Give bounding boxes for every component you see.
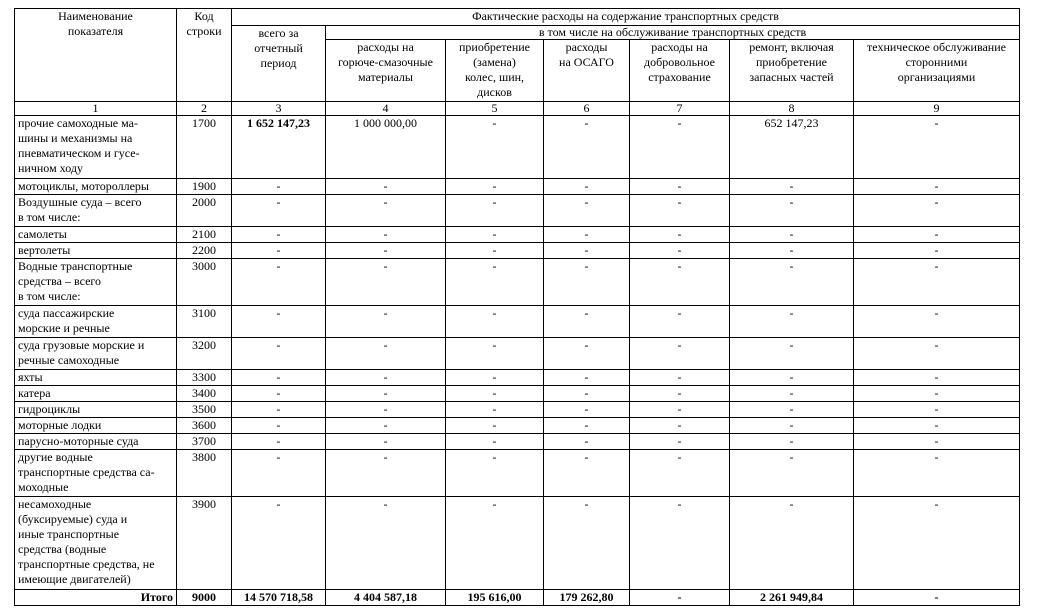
row-name: самолеты [15, 227, 177, 243]
row-total-value: - [232, 227, 326, 243]
row-wheels-value: - [446, 434, 544, 450]
row-code: 2200 [177, 243, 232, 259]
total-row [15, 590, 1020, 606]
total-repair-value: 2 261 949,84 [730, 590, 854, 606]
row-voluntary-value: - [630, 450, 730, 497]
row-osago-value: - [544, 195, 630, 227]
row-osago-value: - [544, 227, 630, 243]
row-fuel-value: - [326, 386, 446, 402]
row-total-value: - [232, 434, 326, 450]
row-maintenance-value: - [854, 195, 1020, 227]
row-voluntary-value: - [630, 338, 730, 370]
row-repair-value: - [730, 402, 854, 418]
header-wheels-text: приобретение (замена) колес, шин, дисков [458, 40, 530, 99]
row-wheels-value: - [446, 243, 544, 259]
table-row [15, 450, 1020, 497]
row-wheels-value: - [446, 386, 544, 402]
row-maintenance-value: - [854, 227, 1020, 243]
row-name: парусно-моторные суда [15, 434, 177, 450]
col-number: 8 [730, 102, 854, 116]
row-fuel-value: - [326, 497, 446, 590]
row-maintenance-value: - [854, 338, 1020, 370]
row-voluntary-value: - [630, 386, 730, 402]
row-fuel-value: - [326, 418, 446, 434]
table-row [15, 195, 1020, 227]
row-code: 3800 [177, 450, 232, 497]
row-wheels-value: - [446, 450, 544, 497]
row-repair-value: 652 147,23 [730, 116, 854, 179]
row-voluntary-value: - [630, 418, 730, 434]
column-numbers-row [15, 102, 1020, 116]
row-fuel-value: - [326, 259, 446, 306]
col-number: 6 [544, 102, 630, 116]
row-voluntary-value: - [630, 243, 730, 259]
header-repair-text: ремонт, включая приобретение запасных частей [749, 40, 834, 84]
header-osago-text: расходы на ОСАГО [559, 40, 614, 69]
row-osago-value: - [544, 418, 630, 434]
row-code: 3600 [177, 418, 232, 434]
row-code: 3700 [177, 434, 232, 450]
row-fuel-value: - [326, 402, 446, 418]
row-wheels-value: - [446, 418, 544, 434]
total-fuel-value: 4 404 587,18 [326, 590, 446, 606]
row-repair-value: - [730, 259, 854, 306]
row-maintenance-value: - [854, 370, 1020, 386]
row-voluntary-value: - [630, 370, 730, 386]
row-repair-value: - [730, 195, 854, 227]
header-voluntary-text: расходы на добровольное страхование [644, 40, 715, 84]
row-code: 3900 [177, 497, 232, 590]
total-voluntary-value: - [630, 590, 730, 606]
header-total-period-text: всего за отчетный период [254, 26, 303, 70]
row-voluntary-value: - [630, 402, 730, 418]
row-wheels-value: - [446, 259, 544, 306]
table-row [15, 227, 1020, 243]
row-wheels-value: - [446, 195, 544, 227]
row-repair-value: - [730, 386, 854, 402]
table-row [15, 497, 1020, 590]
header-total-period [232, 26, 326, 102]
col-number: 7 [630, 102, 730, 116]
col-number: 5 [446, 102, 544, 116]
row-code: 3000 [177, 259, 232, 306]
row-total-value: - [232, 243, 326, 259]
col-number: 2 [177, 102, 232, 116]
row-wheels-value: - [446, 370, 544, 386]
row-code: 1900 [177, 179, 232, 195]
table-row [15, 402, 1020, 418]
table-row [15, 243, 1020, 259]
row-voluntary-value: - [630, 497, 730, 590]
table-row [15, 418, 1020, 434]
row-osago-value: - [544, 338, 630, 370]
row-repair-value: - [730, 227, 854, 243]
row-total-value: - [232, 370, 326, 386]
header-osago [544, 40, 630, 102]
row-name: яхты [15, 370, 177, 386]
row-repair-value: - [730, 370, 854, 386]
total-wheels-value: 195 616,00 [446, 590, 544, 606]
header-including: в том числе на обслуживание транспортных средств [326, 26, 1020, 40]
col-number: 9 [854, 102, 1020, 116]
row-osago-value: - [544, 370, 630, 386]
row-total-value: - [232, 179, 326, 195]
header-wheels [446, 40, 544, 102]
row-maintenance-value: - [854, 434, 1020, 450]
table-row [15, 386, 1020, 402]
row-total-value: - [232, 306, 326, 338]
header-code-text: Код строки [186, 9, 222, 38]
row-wheels-value: - [446, 338, 544, 370]
row-voluntary-value: - [630, 227, 730, 243]
row-total-value: - [232, 338, 326, 370]
row-osago-value: - [544, 450, 630, 497]
row-repair-value: - [730, 179, 854, 195]
row-wheels-value: - [446, 402, 544, 418]
table-row [15, 434, 1020, 450]
row-voluntary-value: - [630, 434, 730, 450]
row-total-value: - [232, 418, 326, 434]
row-fuel-value: - [326, 450, 446, 497]
row-wheels-value: - [446, 179, 544, 195]
row-osago-value: - [544, 116, 630, 179]
row-code: 3500 [177, 402, 232, 418]
row-name: гидроциклы [15, 402, 177, 418]
row-osago-value: - [544, 179, 630, 195]
row-maintenance-value: - [854, 386, 1020, 402]
row-maintenance-value: - [854, 259, 1020, 306]
row-total-value: - [232, 402, 326, 418]
header-fuel-text: расходы на горюче-смазочные материалы [338, 40, 433, 84]
row-wheels-value: - [446, 116, 544, 179]
row-name: мотоциклы, мотороллеры [15, 179, 177, 195]
row-osago-value: - [544, 402, 630, 418]
row-osago-value: - [544, 497, 630, 590]
row-maintenance-value: - [854, 179, 1020, 195]
row-repair-value: - [730, 497, 854, 590]
table-row [15, 179, 1020, 195]
row-name: суда грузовые морские и речные самоходные [15, 338, 177, 370]
table-row [15, 259, 1020, 306]
row-osago-value: - [544, 434, 630, 450]
row-total-value: 1 652 147,23 [232, 116, 326, 179]
row-repair-value: - [730, 243, 854, 259]
row-voluntary-value: - [630, 306, 730, 338]
row-maintenance-value: - [854, 306, 1020, 338]
header-name-text: Наименование показателя [58, 9, 133, 38]
row-name: несамоходные (буксируемые) суда и иные транспортные средства (водные транспортные средства, не имеющие двигателей) [15, 497, 177, 590]
row-fuel-value: - [326, 306, 446, 338]
header-voluntary [630, 40, 730, 102]
col-number: 4 [326, 102, 446, 116]
row-maintenance-value: - [854, 243, 1020, 259]
row-name: Воздушные суда – всего в том числе: [15, 195, 177, 227]
header-maintenance [854, 40, 1020, 102]
row-maintenance-value: - [854, 450, 1020, 497]
row-voluntary-value: - [630, 259, 730, 306]
row-fuel-value: - [326, 338, 446, 370]
row-voluntary-value: - [630, 116, 730, 179]
row-name: другие водные транспортные средства са- моходные [15, 450, 177, 497]
row-code: 3200 [177, 338, 232, 370]
total-maintenance-value: - [854, 590, 1020, 606]
row-voluntary-value: - [630, 179, 730, 195]
row-code: 1700 [177, 116, 232, 179]
col-number: 1 [15, 102, 177, 116]
row-name: суда пассажирские морские и речные [15, 306, 177, 338]
row-fuel-value: - [326, 227, 446, 243]
row-total-value: - [232, 386, 326, 402]
row-maintenance-value: - [854, 418, 1020, 434]
col-number: 3 [232, 102, 326, 116]
header-code [177, 9, 232, 102]
row-name: вертолеты [15, 243, 177, 259]
row-fuel-value: - [326, 434, 446, 450]
table-row [15, 370, 1020, 386]
row-wheels-value: - [446, 306, 544, 338]
total-osago-value: 179 262,80 [544, 590, 630, 606]
row-maintenance-value: - [854, 497, 1020, 590]
total-code: 9000 [177, 590, 232, 606]
total-period-value: 14 570 718,58 [232, 590, 326, 606]
table-row [15, 306, 1020, 338]
row-total-value: - [232, 450, 326, 497]
row-osago-value: - [544, 306, 630, 338]
row-osago-value: - [544, 386, 630, 402]
row-repair-value: - [730, 418, 854, 434]
header-fuel [326, 40, 446, 102]
row-name: катера [15, 386, 177, 402]
header-actual-expenses: Фактические расходы на содержание транспортных средств [232, 9, 1020, 26]
row-total-value: - [232, 497, 326, 590]
header-repair [730, 40, 854, 102]
row-repair-value: - [730, 434, 854, 450]
row-code: 3100 [177, 306, 232, 338]
row-maintenance-value: - [854, 116, 1020, 179]
row-total-value: - [232, 259, 326, 306]
row-wheels-value: - [446, 227, 544, 243]
row-osago-value: - [544, 243, 630, 259]
table-body [15, 116, 1020, 590]
row-fuel-value: - [326, 179, 446, 195]
row-repair-value: - [730, 450, 854, 497]
row-total-value: - [232, 195, 326, 227]
row-repair-value: - [730, 338, 854, 370]
row-fuel-value: - [326, 195, 446, 227]
row-repair-value: - [730, 306, 854, 338]
header-maintenance-text: техническое обслуживание сторонними организациями [867, 40, 1006, 84]
row-voluntary-value: - [630, 195, 730, 227]
row-wheels-value: - [446, 497, 544, 590]
header-name [15, 9, 177, 102]
row-code: 2000 [177, 195, 232, 227]
row-code: 3400 [177, 386, 232, 402]
row-fuel-value: - [326, 370, 446, 386]
row-maintenance-value: - [854, 402, 1020, 418]
row-name: прочие самоходные ма- шины и механизмы на пневматическом и гусе- ничном ходу [15, 116, 177, 179]
row-osago-value: - [544, 259, 630, 306]
table-header [15, 9, 1020, 116]
row-fuel-value: 1 000 000,00 [326, 116, 446, 179]
row-fuel-value: - [326, 243, 446, 259]
row-name: Водные транспортные средства – всего в том числе: [15, 259, 177, 306]
table-row [15, 116, 1020, 179]
row-name: моторные лодки [15, 418, 177, 434]
row-code: 2100 [177, 227, 232, 243]
table-row [15, 338, 1020, 370]
total-label: Итого [15, 590, 177, 606]
expenses-table [14, 8, 1020, 606]
row-code: 3300 [177, 370, 232, 386]
